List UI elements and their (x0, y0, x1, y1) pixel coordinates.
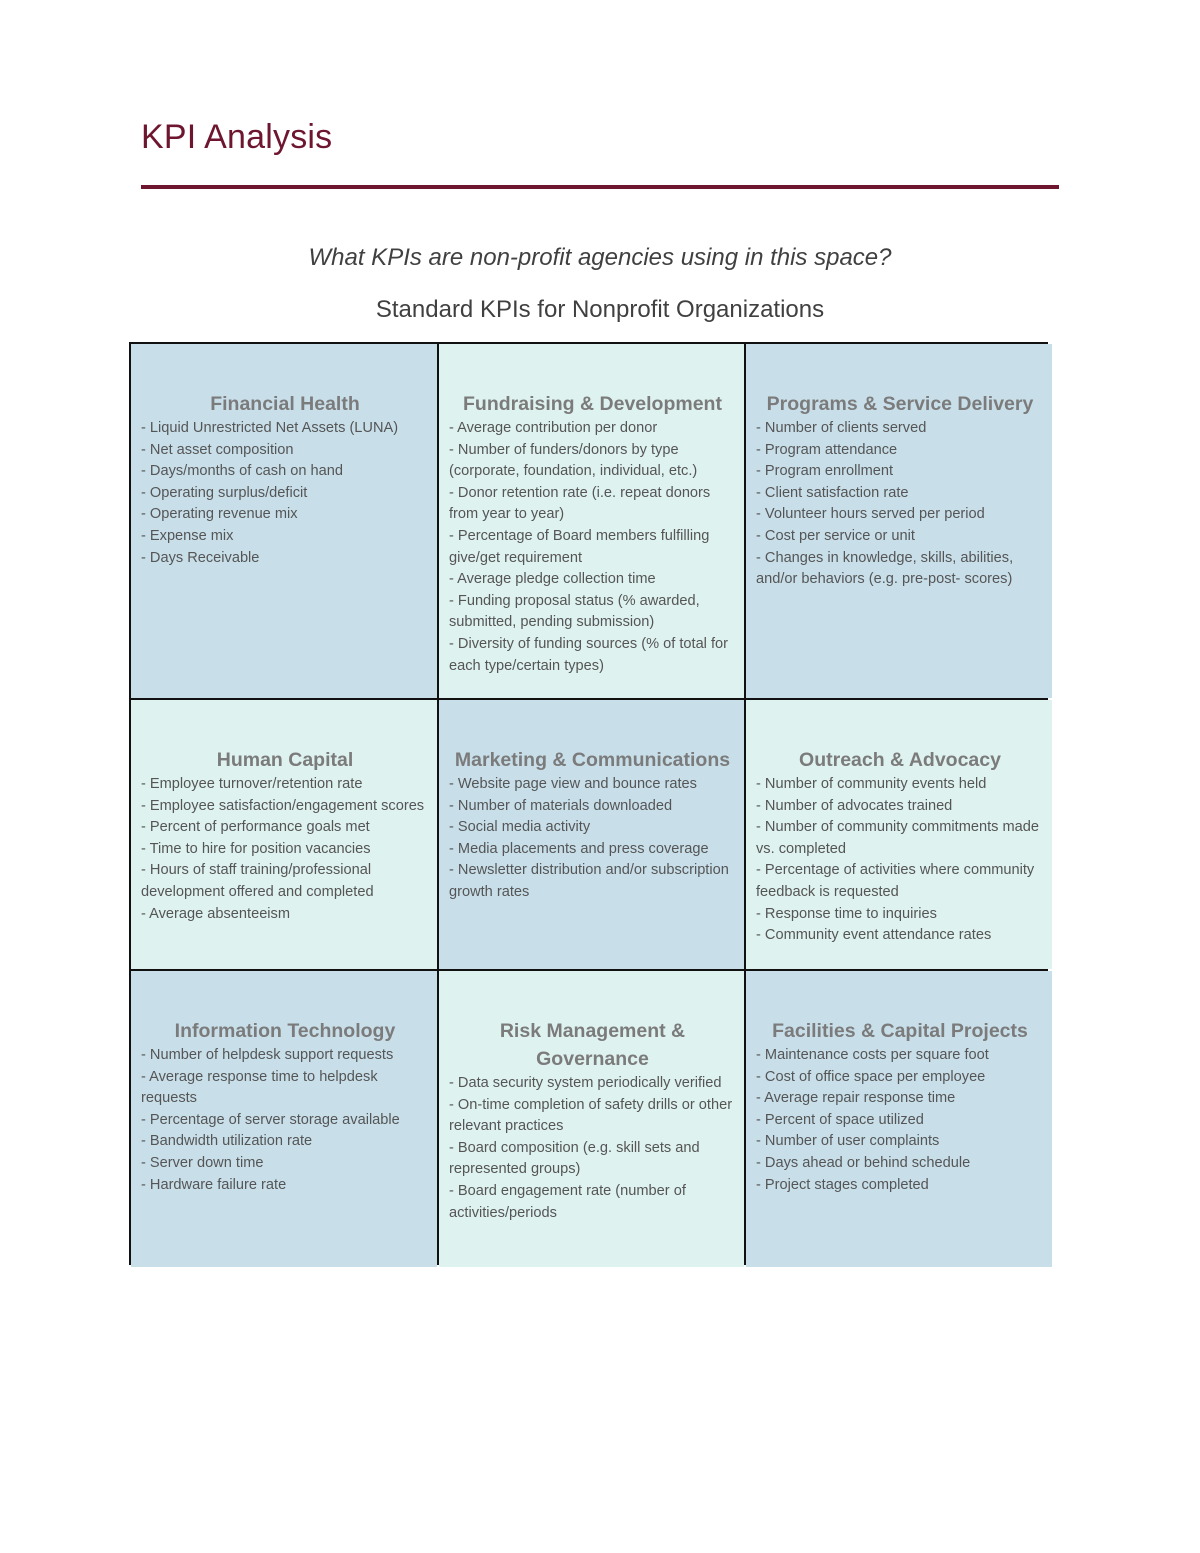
kpi-item: - Percent of performance goals met (141, 819, 370, 836)
kpi-cell-title: Information Technology (174, 1020, 396, 1042)
kpi-cell-title: Programs & Service Delivery (766, 393, 1034, 415)
kpi-list (756, 1045, 1044, 1196)
kpi-cell-title: Facilities & Capital Projects (772, 1020, 1028, 1042)
kpi-item: - Number of advocates trained (756, 797, 953, 814)
kpi-item: - Newsletter distribution and/or subscription growth rates (449, 862, 729, 900)
kpi-grid (129, 342, 1048, 1265)
kpi-cell-title: Human Capital (216, 749, 354, 771)
kpi-item: - Social media activity (449, 819, 591, 836)
kpi-cell-title: Marketing & Communications (454, 749, 731, 771)
kpi-cell-information-technology (131, 971, 437, 1267)
kpi-item: - Average absenteeism (141, 905, 291, 922)
kpi-item: - Percentage of server storage available (141, 1111, 400, 1128)
kpi-list (141, 1045, 429, 1196)
kpi-item: - Number of funders/donors by type (corporate, foundation, individual, etc.) (449, 441, 698, 480)
kpi-item: - Maintenance costs per square foot (756, 1047, 989, 1063)
kpi-item: - Website page view and bounce rates (449, 776, 697, 792)
kpi-item: - Media placements and press coverage (449, 840, 709, 857)
kpi-cell-facilities-capital-projects (746, 971, 1052, 1267)
kpi-item: - Diversity of funding sources (% of total for each type/certain types) (449, 635, 729, 674)
kpi-cell-title: Risk Management & Governance (499, 1020, 686, 1070)
page-title: KPI Analysis (141, 118, 333, 156)
kpi-item: - Expense mix (141, 527, 234, 544)
kpi-item: - Average response time to helpdesk requests (141, 1068, 378, 1107)
kpi-item: - Server down time (141, 1154, 264, 1171)
kpi-list (756, 418, 1044, 591)
kpi-cell-fundraising-development (439, 344, 744, 698)
kpi-cell-financial-health (131, 344, 437, 698)
kpi-item: - Changes in knowledge, skills, abilities, and/or behaviors (e.g. pre-post- scores) (756, 549, 1014, 588)
kpi-list (449, 774, 736, 904)
kpi-cell-title: Financial Health (210, 393, 360, 415)
kpi-item: - On-time completion of safety drills or other relevant practices (449, 1096, 733, 1135)
kpi-item: - Number of community events held (756, 776, 987, 792)
kpi-item: - Time to hire for position vacancies (141, 840, 371, 857)
kpi-list (141, 774, 429, 925)
kpi-cell-risk-management-governance (439, 971, 744, 1267)
kpi-item: - Client satisfaction rate (756, 484, 909, 501)
kpi-item: - Number of materials downloaded (449, 797, 673, 814)
kpi-cell-title: Outreach & Advocacy (799, 749, 1001, 771)
title-divider (141, 185, 1059, 189)
kpi-item: - Cost of office space per employee (756, 1068, 986, 1085)
kpi-item: - Average pledge collection time (449, 571, 656, 588)
kpi-item: - Operating surplus/deficit (141, 484, 308, 501)
kpi-item: - Funding proposal status (% awarded, submitted, pending submission) (449, 592, 700, 631)
kpi-item: - Operating revenue mix (141, 506, 298, 523)
kpi-item: - Liquid Unrestricted Net Assets (LUNA) (141, 420, 399, 436)
kpi-cell-programs-service-delivery (746, 344, 1052, 698)
kpi-list (449, 1073, 736, 1224)
kpi-item: - Days Receivable (141, 549, 260, 566)
kpi-cell-human-capital (131, 700, 437, 969)
kpi-item: - Hours of staff training/professional development offered and completed (141, 862, 374, 900)
kpi-item: - Percentage of Board members fulfilling give/get requirement (449, 527, 710, 566)
table-caption: Standard KPIs for Nonprofit Organizations (375, 296, 825, 323)
kpi-item: - Days/months of cash on hand (141, 463, 343, 480)
kpi-item: - Project stages completed (756, 1176, 929, 1193)
kpi-item: - Response time to inquiries (756, 905, 937, 922)
kpi-item: - Employee satisfaction/engagement scores (141, 797, 425, 814)
kpi-item: - Average repair response time (756, 1090, 956, 1107)
kpi-item: - Number of helpdesk support requests (141, 1047, 394, 1063)
kpi-list (449, 418, 736, 677)
kpi-item: - Program attendance (756, 441, 898, 458)
kpi-item: - Hardware failure rate (141, 1176, 287, 1193)
kpi-cell-title: Fundraising & Development (463, 393, 722, 415)
kpi-item: - Number of community commitments made vs. completed (756, 819, 1040, 857)
kpi-cell-marketing-communications (439, 700, 744, 969)
kpi-item: - Days ahead or behind schedule (756, 1154, 971, 1171)
kpi-item: - Volunteer hours served per period (756, 506, 985, 523)
kpi-item: - Cost per service or unit (756, 527, 915, 544)
kpi-item: - Board composition (e.g. skill sets and represented groups) (449, 1139, 700, 1178)
question-heading: What KPIs are non-profit agencies using in this space? (308, 244, 892, 271)
kpi-item: - Program enrollment (756, 463, 894, 480)
kpi-item: - Bandwidth utilization rate (141, 1133, 313, 1150)
kpi-item: - Number of user complaints (756, 1133, 940, 1150)
kpi-list (141, 418, 429, 569)
kpi-item: - Donor retention rate (i.e. repeat donors from year to year) (449, 484, 711, 523)
kpi-cell-outreach-advocacy (746, 700, 1052, 969)
kpi-item: - Employee turnover/retention rate (141, 776, 363, 792)
kpi-item: - Net asset composition (141, 441, 294, 458)
kpi-item: - Average contribution per donor (449, 420, 658, 436)
kpi-item: - Percent of space utilized (756, 1111, 924, 1128)
kpi-item: - Board engagement rate (number of activities/periods (449, 1182, 686, 1221)
kpi-item: - Number of clients served (756, 420, 927, 436)
kpi-item: - Community event attendance rates (756, 927, 992, 944)
kpi-list (756, 774, 1044, 947)
kpi-item: - Percentage of activities where community feedback is requested (756, 862, 1035, 900)
kpi-item: - Data security system periodically verified (449, 1075, 722, 1091)
